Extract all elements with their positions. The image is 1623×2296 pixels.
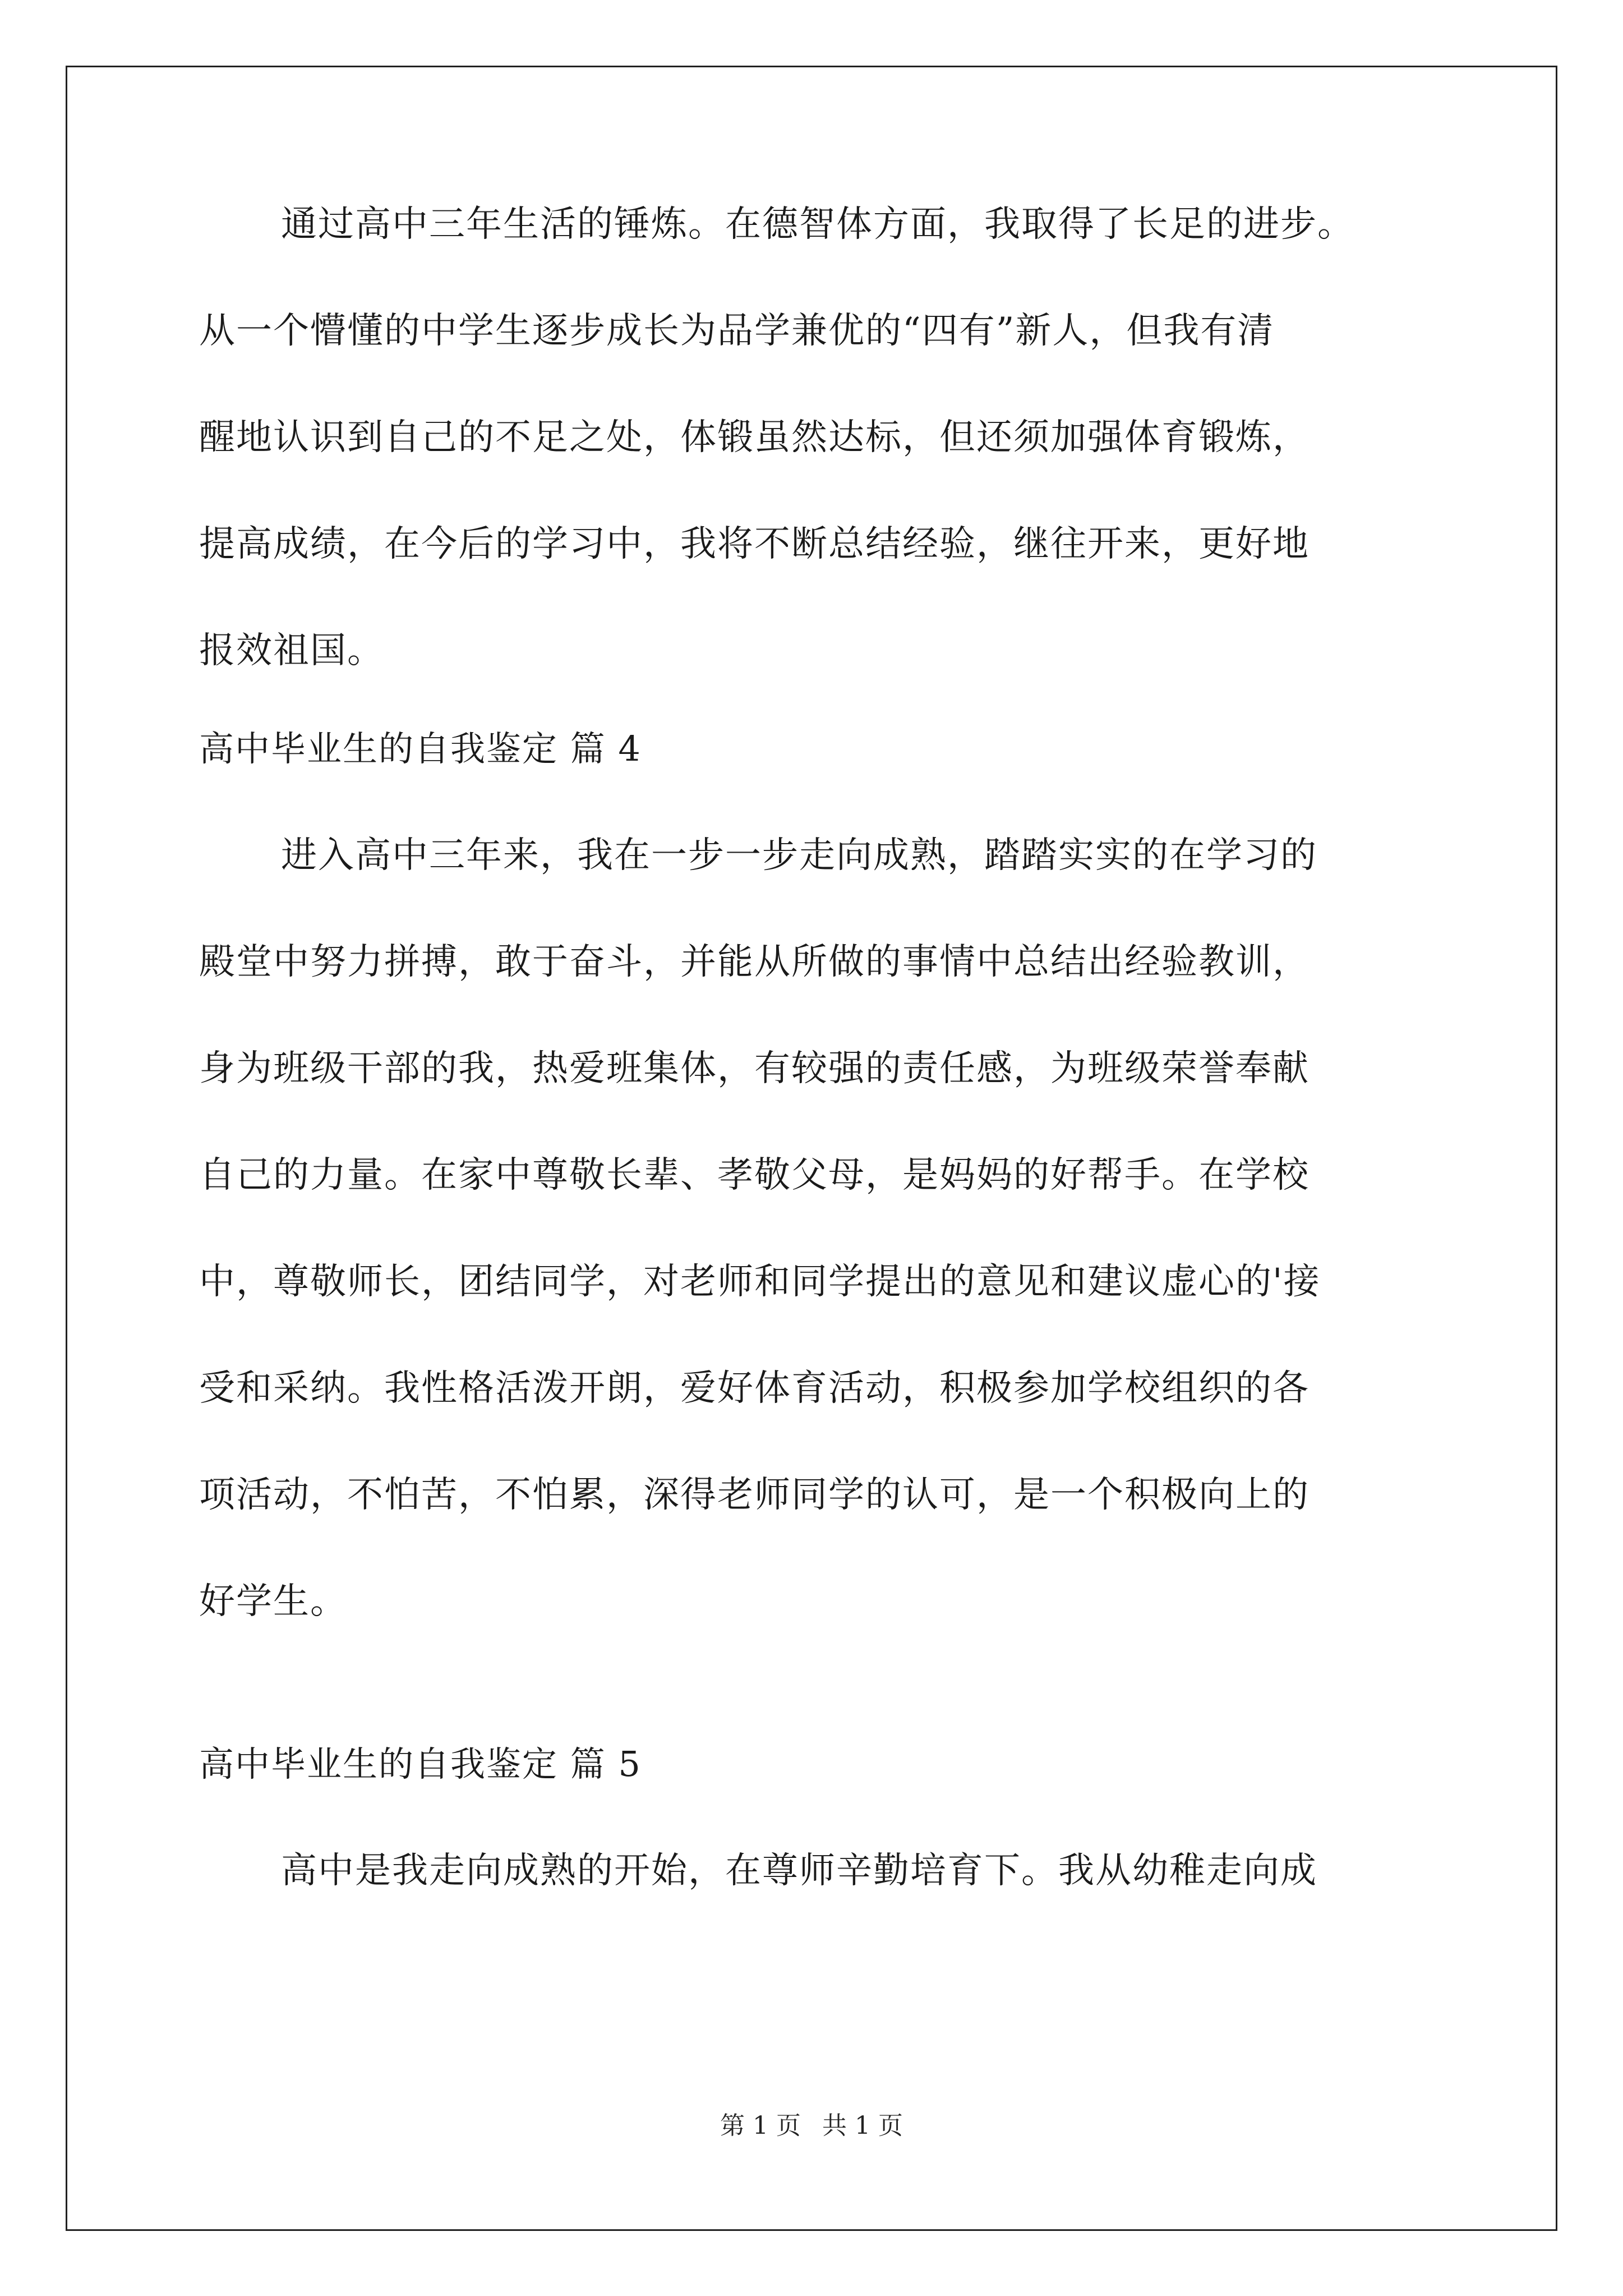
paragraph-line: 提高成绩，在今后的学习中，我将不断总结经验，继往开来，更好地 (199, 523, 1310, 565)
paragraph-line: 醒地认识到自己的不足之处，体锻虽然达标，但还须加强体育锻炼， (199, 417, 1310, 458)
paragraph-line: 项活动，不怕苦，不怕累，深得老师同学的认可，是一个积极向上的 (199, 1474, 1310, 1516)
paragraph-line: 受和采纳。我性格活泼开朗，爱好体育活动，积极参加学校组织的各 (199, 1368, 1310, 1409)
paragraph-line: 身为班级干部的我，热爱班集体，有较强的责任感，为班级荣誉奉献 (199, 1048, 1310, 1089)
paragraph-line: 好学生。 (199, 1581, 347, 1622)
paragraph-line: 殿堂中努力拼搏，敢于奋斗，并能从所做的事情中总结出经验教训， (199, 941, 1310, 983)
page-number-current: 第 1 页 (720, 2111, 801, 2140)
page-number-total: 共 1 页 (822, 2111, 903, 2140)
paragraph-line: 报效祖国。 (199, 630, 384, 671)
paragraph-line: 中，尊敬师长，团结同学，对老师和同学提出的意见和建议虚心的'接 (199, 1261, 1321, 1303)
paragraph-line: 高中是我走向成熟的开始，在尊师辛勤培育下。我从幼稚走向成 (281, 1850, 1317, 1892)
paragraph-line: 进入高中三年来，我在一步一步走向成熟，踏踏实实的在学习的 (281, 835, 1317, 876)
section-heading-4: 高中毕业生的自我鉴定 篇 4 (199, 728, 642, 769)
page-footer (0, 2109, 1623, 2143)
paragraph-line: 自己的力量。在家中尊敬长辈、孝敬父母，是妈妈的好帮手。在学校 (199, 1154, 1310, 1196)
section-heading-5: 高中毕业生的自我鉴定 篇 5 (199, 1743, 642, 1784)
paragraph-line: 通过高中三年生活的锤炼。在德智体方面，我取得了长足的进步。 (281, 204, 1354, 245)
paragraph-line: 从一个懵懂的中学生逐步成长为品学兼优的“四有”新人，但我有清 (199, 310, 1275, 352)
